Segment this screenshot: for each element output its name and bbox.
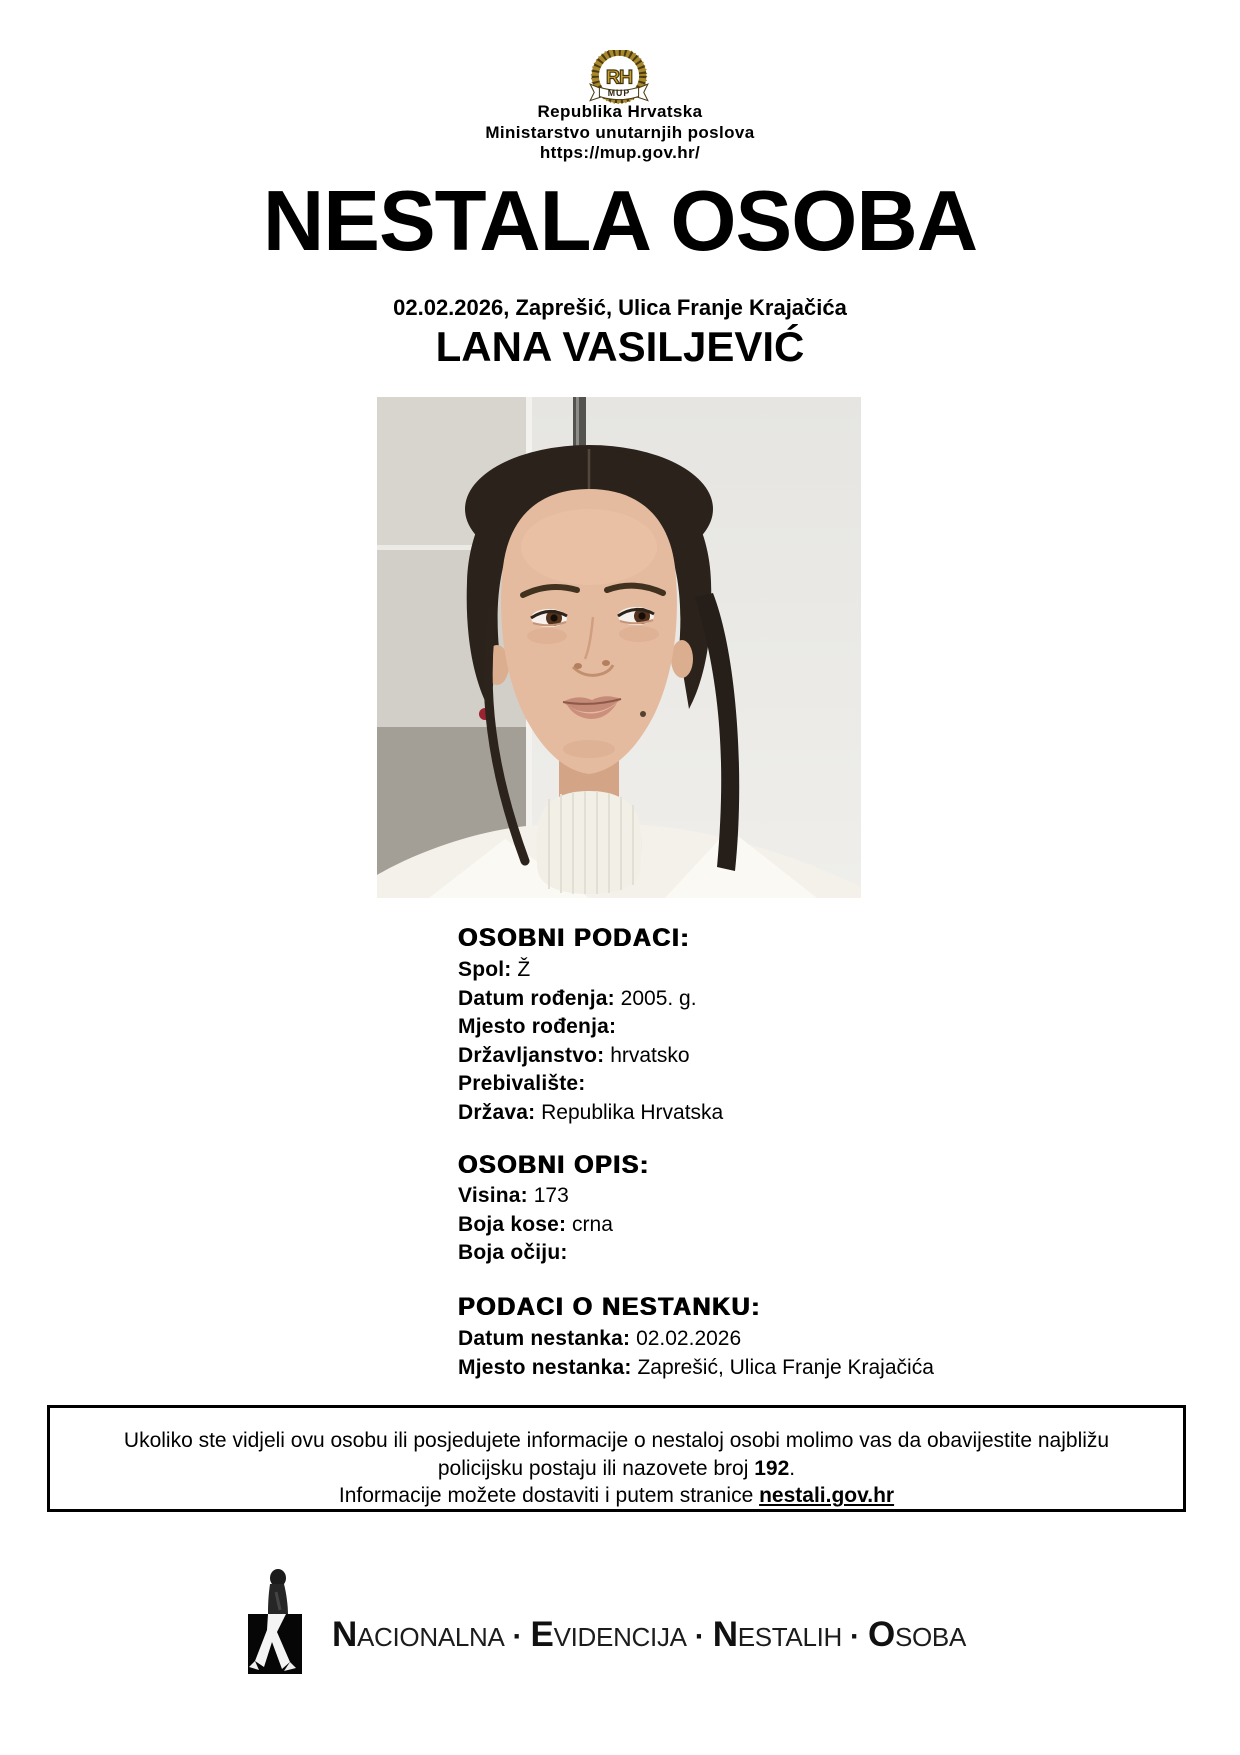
field-row: Boja očiju: [458,1241,568,1264]
walking-person-logo-icon [246,1568,318,1676]
missing-person-photo [377,397,861,898]
emergency-number: 192 [754,1456,790,1480]
notice-box [47,1405,1186,1512]
field-row: Spol: Ž [458,958,531,981]
section-heading-disappearance-data: PODACI O NESTANKU: [458,1293,761,1321]
page-title: NESTALA OSOBA [262,174,978,269]
header-line-url: https://mup.gov.hr/ [539,143,701,162]
notice-line-3: Informacije možete dostaviti i putem stranice nestali.gov.hr [338,1484,895,1507]
separator-dot: · [512,1620,523,1653]
emblem-rh-text: RH [605,66,633,89]
header-line-ministry: Ministarstvo unutarnjih poslova [485,122,755,142]
disappearance-date-location: 02.02.2026, Zaprešić, Ulica Franje Krajačića [393,295,847,320]
section-heading-personal-data: OSOBNI PODACI: [458,924,691,952]
mup-coat-of-arms-icon [586,50,652,110]
field-row: Datum rođenja: 2005. g. [458,986,697,1010]
nestali-gov-hr-link[interactable]: nestali.gov.hr [759,1484,895,1507]
field-row: Prebivalište: [458,1072,586,1095]
notice-line-1: Ukoliko ste vidjeli ovu osobu ili posjedujete informacije o nestaloj osobi molimo vas da obavijestite najbližu [123,1429,1110,1452]
field-row: Mjesto rođenja: [458,1015,617,1038]
personal-data-fields [458,956,723,1127]
field-row: Državljanstvo: hrvatsko [458,1043,690,1067]
ministry-header [0,102,1240,164]
field-row: Visina: 173 [458,1184,569,1207]
missing-person-name: LANA VASILJEVIĆ [435,323,805,370]
notice-line-2: policijsku postaju ili nazovete broj 192. [437,1456,796,1480]
separator-dot: · [850,1620,861,1653]
field-row: Mjesto nestanka: Zaprešić, Ulica Franje Krajačića [458,1355,934,1379]
separator-dot: · [694,1620,705,1653]
personal-description-fields [458,1182,613,1268]
disappearance-data-fields [458,1325,934,1382]
national-register-wordmark: NACIONALNA · EVIDENCIJA · NESTALIH · OSOBA [332,1615,967,1654]
section-heading-personal-description: OSOBNI OPIS: [458,1151,650,1179]
header-line-country: Republika Hrvatska [537,102,703,121]
field-row: Država: Republika Hrvatska [458,1100,724,1124]
field-row: Datum nestanka: 02.02.2026 [458,1327,742,1350]
emblem-mup-text: MUP [607,87,631,98]
field-row: Boja kose: crna [458,1212,613,1236]
